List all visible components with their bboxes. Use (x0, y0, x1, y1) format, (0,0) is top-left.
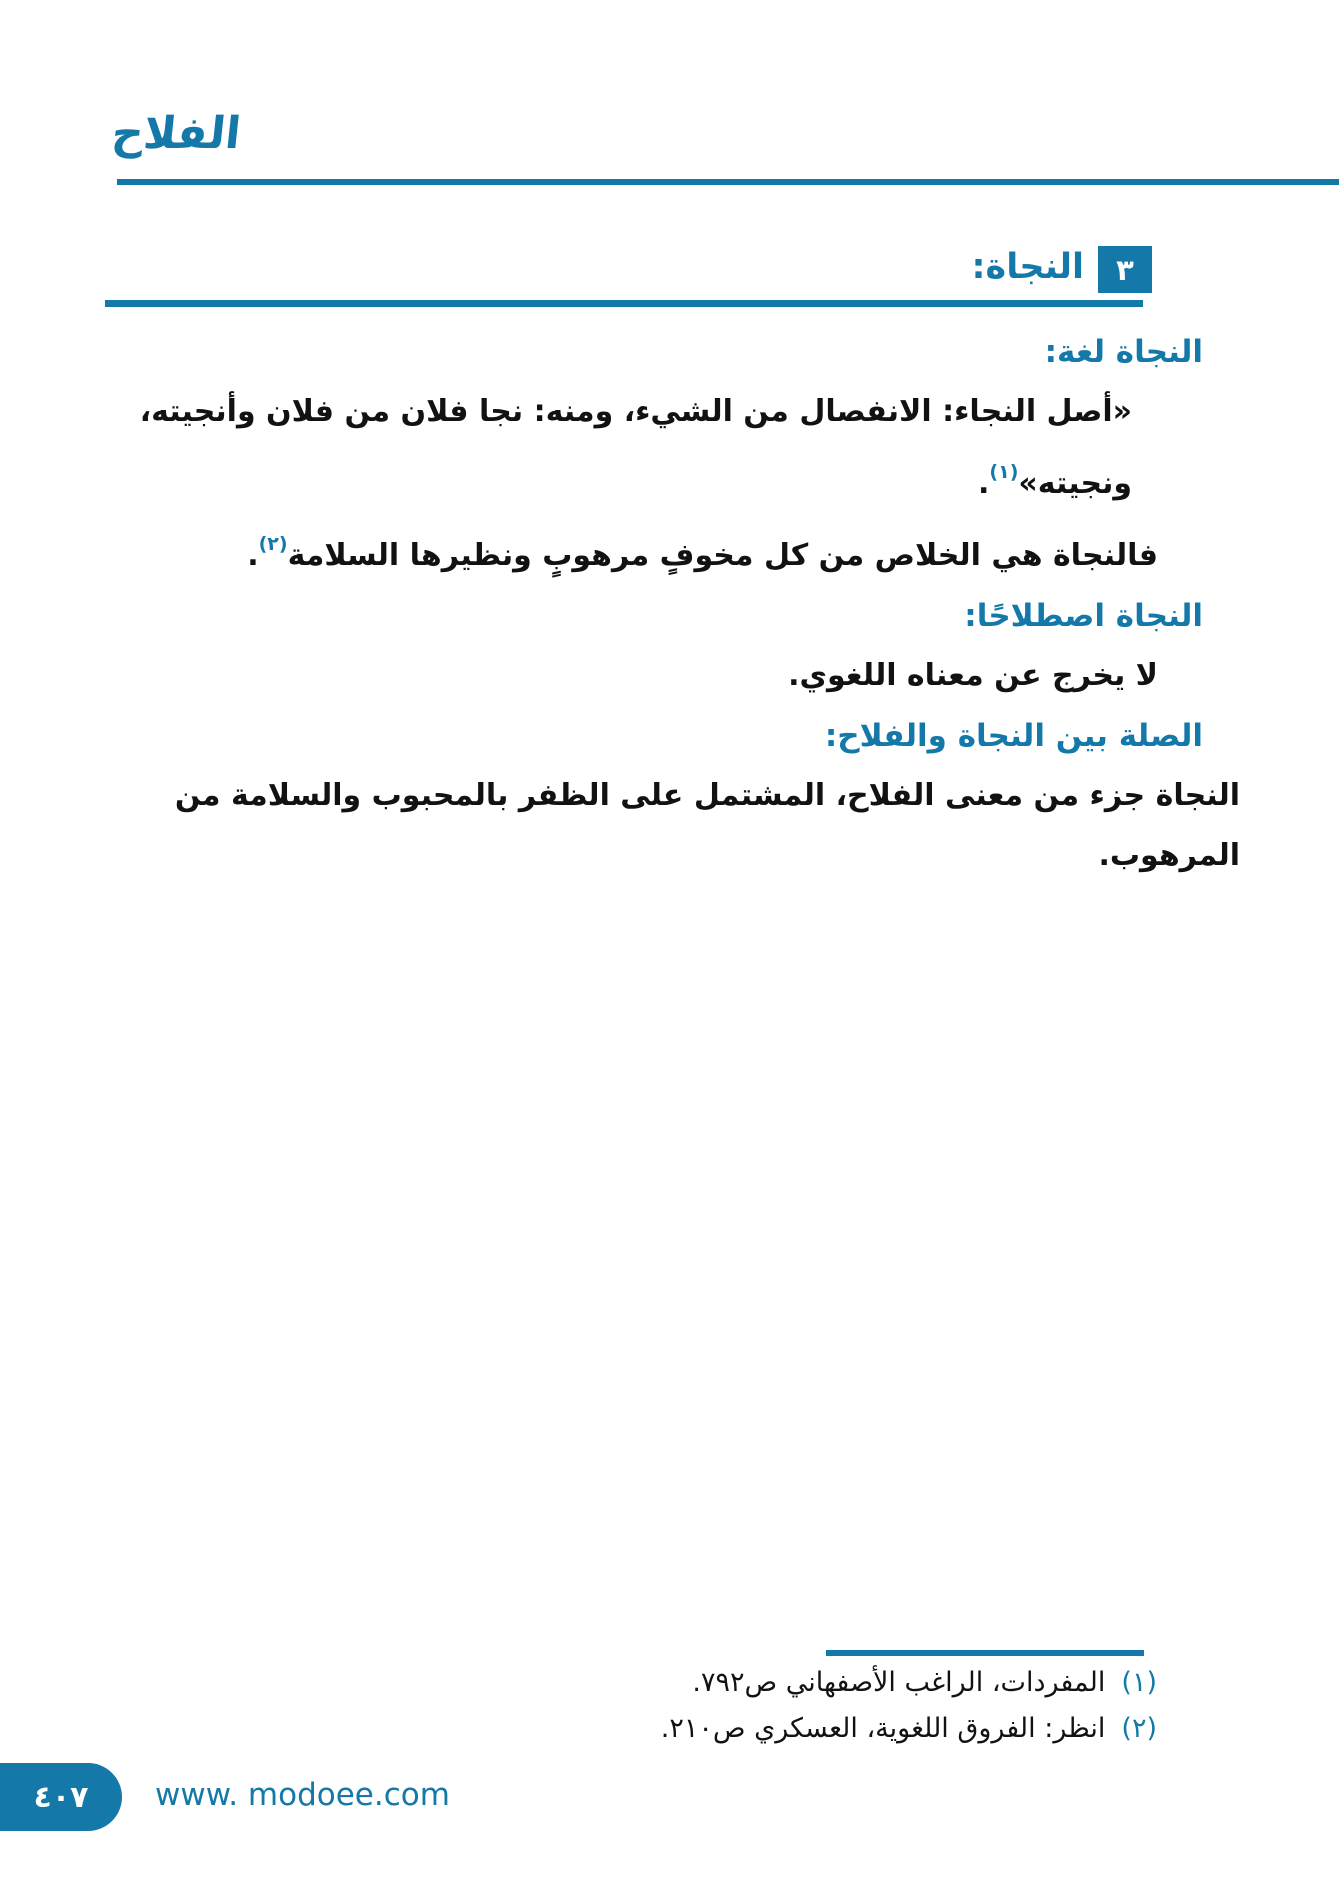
section-title: النجاة: (971, 247, 1084, 287)
section-heading (972, 246, 1152, 293)
sentence-period: . (247, 538, 259, 573)
main-content (88, 322, 1240, 886)
footnote-text-1: المفردات، الراغب الأصفهاني ص٧٩٢. (692, 1667, 1106, 1698)
footnote-ref-2: (٢) (258, 533, 288, 555)
footnote-marker-1: (١) (1121, 1667, 1157, 1698)
footnote-row (661, 1706, 1157, 1752)
footnote-ref-1: (١) (989, 461, 1019, 483)
paragraph-definition-linguistic (88, 382, 1132, 514)
paragraph-relation: النجاة جزء من معنى الفلاح، المشتمل على الظفر بالمحبوب والسلامة من المرهوب. (174, 778, 1240, 873)
footnote-row (661, 1660, 1157, 1706)
footnotes (661, 1660, 1157, 1752)
paragraph-text: فالنجاة هي الخلاص من كل مخوفٍ مرهوبٍ ونظيرها السلامة (287, 538, 1158, 573)
subheading-sila-najah-falah: الصلة بين النجاة والفلاح: (824, 718, 1203, 754)
footnote-marker-2: (٢) (1121, 1713, 1157, 1744)
page-number-badge: ٤٠٧ (0, 1763, 122, 1831)
section-rule (105, 300, 1143, 307)
subheading-najah-lugha: النجاة لغة: (1044, 334, 1203, 370)
header-rule (117, 179, 1339, 185)
subheading-najah-istilah: النجاة اصطلاحًا: (964, 598, 1203, 634)
website-url: www. modoee.com (155, 1777, 450, 1813)
paragraph-definition-khalas (88, 514, 1158, 586)
section-number-badge: ٣ (1098, 246, 1152, 293)
footnote-text-2: انظر: الفروق اللغوية، العسكري ص٢١٠. (660, 1713, 1106, 1744)
paragraph-istilah-meaning: لا يخرج عن معناه اللغوي. (788, 658, 1158, 693)
paragraph-text: «أصل النجاء: الانفصال من الشيء، ومنه: نجا فلان من فلان وأنجيته، ونجيته» (139, 394, 1132, 501)
footnote-separator-rule (826, 1650, 1144, 1656)
running-head-book-title: الفلاح (109, 108, 244, 159)
sentence-period: . (978, 466, 990, 501)
